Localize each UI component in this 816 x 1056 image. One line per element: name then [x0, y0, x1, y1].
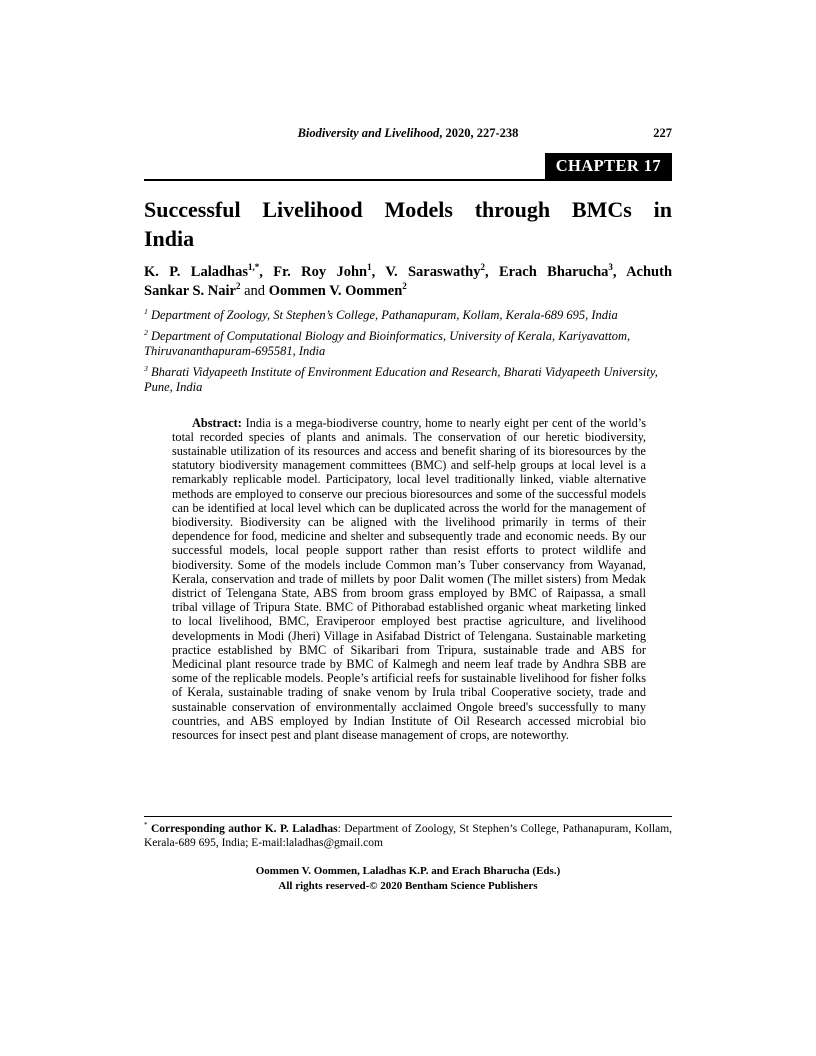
affiliation-2-superscript: 2: [144, 327, 148, 337]
page-number: 227: [653, 126, 672, 140]
running-head: [144, 126, 672, 142]
text-segment: *: [144, 821, 148, 830]
text-segment: 1: [367, 262, 372, 273]
chapter-badge: CHAPTER 17: [545, 153, 672, 179]
footnote-text: [144, 822, 672, 850]
affiliation-1: [144, 308, 672, 324]
text-segment: 3: [608, 262, 613, 273]
text-segment: 2: [480, 262, 485, 273]
abstract-label: Abstract:: [192, 415, 242, 430]
text-segment: , 2020, 227-238: [439, 126, 519, 140]
text-segment: Achuth: [626, 264, 673, 280]
affiliation-1-superscript: 1: [144, 306, 148, 316]
chapter-title: [144, 195, 672, 253]
text-segment: and: [240, 283, 269, 299]
text-segment: Oommen V. Oommen: [268, 283, 403, 299]
corresponding-author-footnote: [144, 816, 672, 850]
text-segment: Fr. Roy John: [273, 264, 368, 280]
text-segment: 1,*: [248, 262, 260, 273]
text-segment: Erach Bharucha: [498, 264, 609, 280]
abstract: [172, 416, 646, 743]
text-segment: ,: [259, 264, 274, 280]
text-segment: Sankar S. Nair: [144, 283, 236, 299]
affiliation-3-text: Bharati Vidyapeeth Institute of Environment Education and Research, Bharati Vidyapeeth University, Pune, India: [144, 364, 658, 394]
text-segment: 2: [402, 281, 407, 292]
affiliation-3-superscript: 3: [144, 363, 148, 373]
footer-editors: Oommen V. Oommen, Laladhas K.P. and Erach Bharucha (Eds.): [255, 865, 561, 877]
abstract-text: India is a mega-biodiverse country, home to nearly eight per cent of the world’s total recorded species of plants and animals. The conservation of our heretic biodiversity, sustainable utilization of its resources and access and benefit sharing of its bioresources by the statutory biodiversity management committees (BMC) and self-help groups at local level is a remarkably replicable model. Participatory, local level traditionally linked, viable alternative methods are employed to conserve our precious bioresources and some of the successful models can be identified at local level which can be duplicated across the world for the management of biodiversity. Biodiversity can be aligned with the livelihood primarily in terms of their dependence for food, medicine and shelter and subsequently trade and economic needs. By our successful models, local people support rather than resist efforts to protect wildlife and biodiversity. Some of the models include Common man’s Tuber conservancy from Wayanad, Kerala, conservation and trade of millets by poor Dalit women (The millet sisters) from Medak district of Telengana State, ABS from broom grass employed by BMC of Raipassa, a small tribal village of Tripura State. BMC of Pithorabad established organic wheat marketing linked to local livelihood, BMC, Eraviperoor employed best practise agriculture, and livelihood developments in Modi (Jheri) Village in Asifabad District of Telengana. Sustainable marketing practice established by BMC of Sikaribari from Tripura, sustainable trade and ABS for Medicinal plant resource trade by BMC of Kalmegh and neem leaf trade by Andhra SBB are some of the replicable models. People’s artificial reefs for sustainable livelihood for fisher folks of Kerala, sustainable trading of snake venom by Irula tribal Cooperative society, trade and sustainable conservation of environmentally acclaimed Ongole breed's successfully to many countries, and ABS employed by Indian Institute of Oil Research accessed microbial bio resources for insect pest and plant disease management of crops, are noteworthy.: [172, 415, 646, 742]
text-segment: 2: [236, 281, 241, 292]
affiliation-list: [144, 308, 672, 396]
chapter-title-line1: Successful Livelihood Models through BMCs in: [144, 197, 672, 222]
chapter-title-line2: India: [144, 226, 195, 251]
affiliation-1-text: Department of Zoology, St Stephen’s College, Pathanapuram, Kollam, Kerala-689 695, India: [151, 308, 618, 322]
author-line-1: [144, 263, 672, 282]
text-segment: : Department of Zoology, St Stephen’s College, Pathanapuram, Kollam, Kerala-689 695, India; E-mail:laladhas@gmail.com: [144, 823, 673, 849]
running-head-title: [298, 126, 519, 140]
text-segment: ,: [484, 264, 499, 280]
page-footer: [144, 864, 672, 894]
text-segment: Biodiversity and Livelihood: [297, 126, 440, 140]
text-segment: V. Saraswathy: [385, 264, 481, 280]
author-line-2: [144, 282, 672, 301]
affiliation-2-text: Department of Computational Biology and Bioinformatics, University of Kerala, Kariyavattom, Thiruvananthapuram-695581, India: [144, 328, 631, 358]
text-segment: ,: [612, 264, 627, 280]
author-list: [144, 263, 672, 301]
chapter-banner-rule: [144, 153, 672, 181]
text-segment: K. P. Laladhas: [144, 264, 248, 280]
text-segment: Corresponding author K. P. Laladhas: [150, 823, 338, 835]
footer-copyright: All rights reserved-© 2020 Bentham Science Publishers: [278, 880, 538, 892]
text-segment: ,: [371, 264, 386, 280]
affiliation-3: [144, 365, 672, 396]
affiliation-2: [144, 329, 672, 360]
